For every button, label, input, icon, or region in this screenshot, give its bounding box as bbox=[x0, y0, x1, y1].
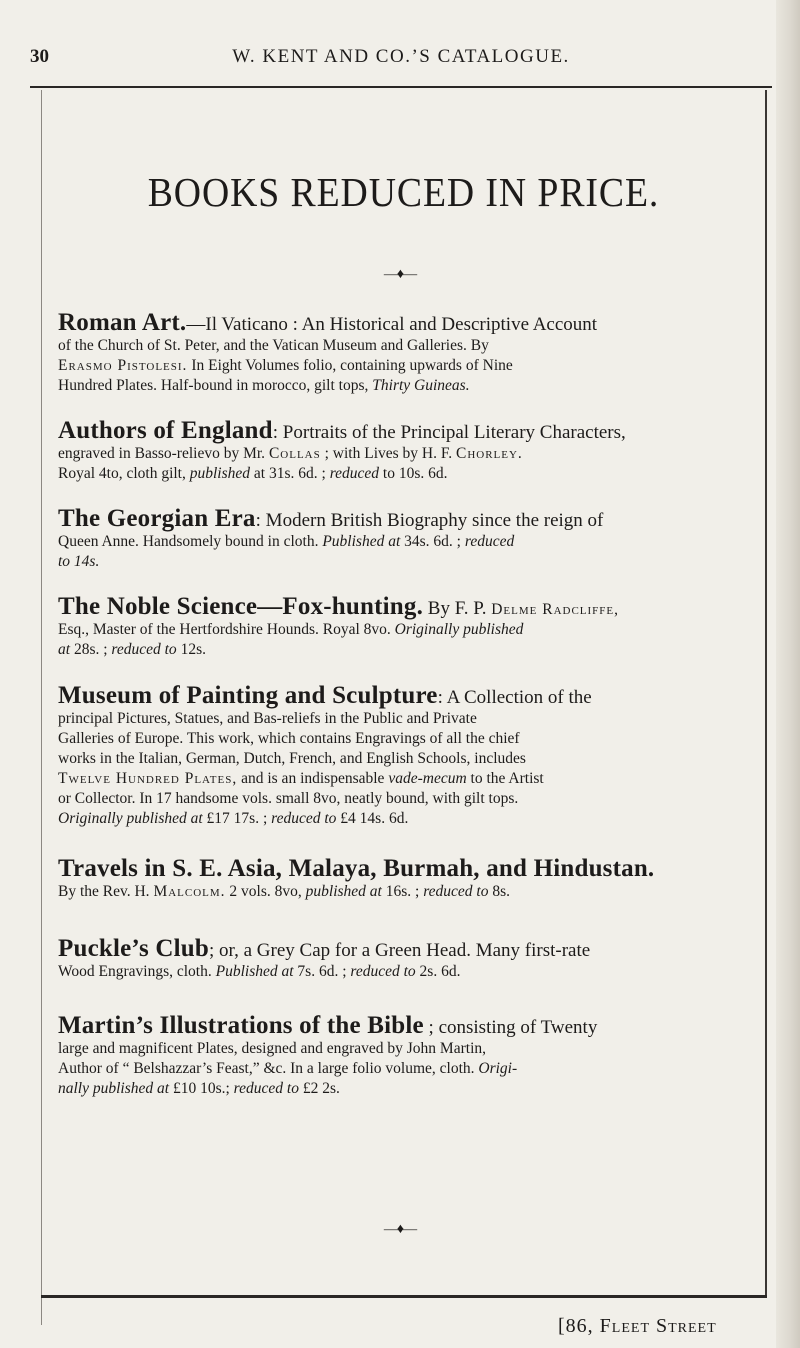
catalogue-entry: Puckle’s Club; or, a Grey Cap for a Green Head. Many first-rate Wood Engravings, cloth. Published at 7s. 6d. ; reduced to 2s. 6d. bbox=[58, 935, 591, 980]
catalogue-entry: The Noble Science—Fox-hunting. By F. P. Delme Radcliffe, Esq., Master of the Hertfordshire Hounds. Royal 8vo. Originally published at 28s. ; reduced to 12s. bbox=[58, 593, 620, 658]
catalogue-title: W. KENT AND CO.’S CATALOGUE. bbox=[232, 46, 570, 67]
author-name: Delme Radcliffe, bbox=[491, 601, 620, 618]
section-heading: BOOKS REDUCED IN PRICE. bbox=[147, 169, 660, 215]
price: Thirty Guineas. bbox=[372, 377, 470, 394]
catalogue-entry: Museum of Painting and Sculpture: A Collection of the principal Pictures, Statues, and Bas-reliefs in the Public and Private Galleries of Europe. This work, which contains Engravings of all the chief works in the Italian, German, Dutch, French, and English Schools, includes Twelve Hundred Plates, and is an indispensable vade-mecum to the Artist or Collector. In 17 handsome vols. small 8vo, neatly bound, with gilt tops. Originally published at £17 17s. ; reduced to £4 14s. 6d. bbox=[58, 682, 592, 827]
page-number: 30 bbox=[30, 46, 49, 67]
catalogue-entry: The Georgian Era: Modern British Biography since the reign of Queen Anne. Handsomely bound in cloth. Published at 34s. 6d. ; reduced to 14s. bbox=[58, 505, 604, 570]
ornament-divider-top: —♦— bbox=[383, 267, 417, 282]
page-edge bbox=[776, 0, 800, 1348]
entry-title: Roman Art. bbox=[58, 309, 187, 336]
catalogue-entry: Authors of England: Portraits of the Principal Literary Characters, engraved in Basso-relievo by Mr. Collas ; with Lives by H. F. Chorley. Royal 4to, cloth gilt, published at 31s. 6d. ; reduced to 10s. 6d. bbox=[58, 417, 626, 482]
running-head bbox=[30, 46, 772, 74]
author-name: Chorley. bbox=[455, 445, 523, 462]
entry-title: The Georgian Era bbox=[58, 505, 256, 532]
entry-title: Authors of England bbox=[58, 417, 273, 444]
header-rule bbox=[30, 86, 772, 88]
catalogue-entry: Roman Art.—Il Vaticano : An Historical and Descriptive Account of the Church of St. Peter, and the Vatican Museum and Galleries. By Erasmo Pistolesi. In Eight Volumes folio, containing upwards of Nine Hundred Plates. Half-bound in morocco, gilt tops, Thirty Guineas. bbox=[58, 309, 598, 394]
entry-title: Puckle’s Club bbox=[58, 935, 210, 962]
frame-bottom-rule bbox=[41, 1295, 767, 1298]
entry-title: Martin’s Illustrations of the Bible bbox=[58, 1012, 424, 1039]
author-name: Collas bbox=[268, 445, 321, 462]
author-name: Erasmo Pistolesi. bbox=[58, 357, 188, 374]
catalogue-entry: Travels in S. E. Asia, Malaya, Burmah, and Hindustan. By the Rev. H. Malcolm. 2 vols. 8vo, published at 16s. ; reduced to 8s. bbox=[58, 855, 655, 900]
entry-title: The Noble Science—Fox-hunting. bbox=[58, 593, 424, 620]
ornament-divider-bottom: —♦— bbox=[383, 1222, 417, 1237]
footer-address: [86, Fleet Street bbox=[558, 1315, 717, 1337]
entry-title: Museum of Painting and Sculpture bbox=[58, 682, 438, 709]
entry-title: Travels in S. E. Asia, Malaya, Burmah, and Hindustan. bbox=[58, 855, 655, 882]
catalogue-entry: Martin’s Illustrations of the Bible ; consisting of Twenty large and magnificent Plates, designed and engraved by John Martin, Author of “ Belshazzar’s Feast,” &c. In a large folio volume, cloth. Origi- nally published at £10 10s.; reduced to £2 2s. bbox=[58, 1012, 598, 1097]
author-name: Malcolm. bbox=[153, 883, 226, 900]
